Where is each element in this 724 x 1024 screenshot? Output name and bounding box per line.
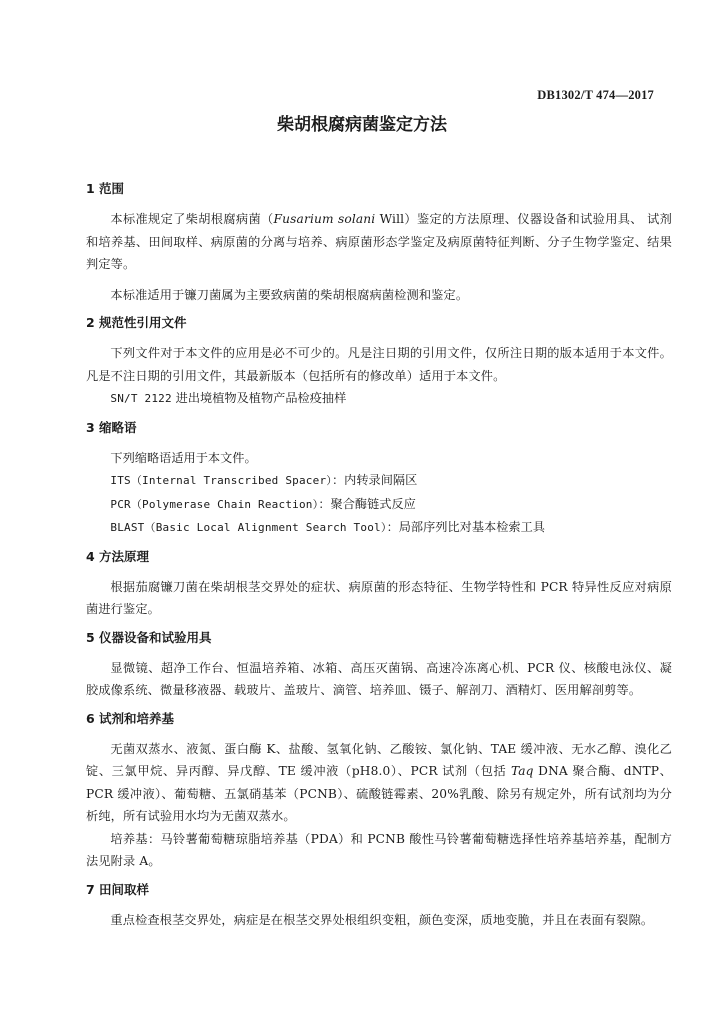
text-run: Will）鉴定的方法原理、仪器设备和试验用具、 试剂和培养基、田间取样、病原菌的分离与培养、病原菌形态学鉴定及病原菌特征判断、分子生物学鉴定、结果判定等。 <box>86 212 672 271</box>
section-reagents <box>86 710 672 873</box>
reference-code: SN/T 2122 <box>110 392 172 405</box>
document-body <box>86 180 672 939</box>
section-abbreviations <box>86 419 672 540</box>
section-heading: 6 试剂和培养基 <box>86 710 175 726</box>
latin-name: Fusarium solani <box>273 212 376 226</box>
paragraph: 本标准适用于镰刀菌属为主要致病菌的柴胡根腐病菌检测和鉴定。 <box>110 287 469 302</box>
paragraph <box>86 738 672 828</box>
section-heading: 2 规范性引用文件 <box>86 315 187 330</box>
abbreviation-term: BLAST（Basic Local Alignment Search Tool） <box>110 521 387 534</box>
section-scope <box>86 180 672 306</box>
paragraph: 重点检查根茎交界处，病症是在根茎交界处根组织变粗，颜色变深，质地变脆，并且在表面有裂隙。 <box>110 912 654 927</box>
abbreviation-meaning: ：局部序列比对基本检索工具 <box>386 520 545 534</box>
text-run: 无菌双蒸水、液氮、蛋白酶 K、盐酸、氢氧化钠、乙酸铵、氯化钠、TAE 缓冲液、无水乙醇、溴化乙锭、三氯甲烷、异丙醇、异戊醇、TE 缓冲液（pH8.0）、PCR 试剂（包括 <box>86 741 672 778</box>
abbreviation-item <box>86 516 672 540</box>
section-field-sampling <box>86 881 672 932</box>
text-run: DNA 聚合酶、dNTP、PCR 缓冲液）、葡萄糖、五氯硝基苯（PCNB）、硫酸链霉素、20%乳酸、除另有规定外，所有试剂均为分析纯，所有试验用水均为无菌双蒸水。 <box>86 764 672 823</box>
abbreviation-term: ITS（Internal Transcribed Spacer） <box>110 474 332 487</box>
document-code: DB1302/T 474—2017 <box>537 88 654 102</box>
reference-item <box>86 387 672 411</box>
section-normative-references <box>86 314 672 411</box>
taq-italic: Taq <box>510 764 534 778</box>
abbreviations-intro: 下列缩略语适用于本文件。 <box>110 450 257 465</box>
section-heading: 4 方法原理 <box>86 548 150 564</box>
abbreviation-item <box>86 493 672 517</box>
section-heading: 1 范围 <box>86 181 125 196</box>
abbreviation-item <box>86 469 672 493</box>
section-heading: 5 仪器设备和试验用具 <box>86 629 212 645</box>
section-heading: 3 缩略语 <box>86 419 137 435</box>
paragraph: 下列文件对于本文件的应用是必不可少的。凡是注日期的引用文件，仅所注日期的版本适用于本文件。凡是不注日期的引用文件，其最新版本（包括所有的修改单）适用于本文件。 <box>86 346 672 383</box>
section-equipment <box>86 629 672 702</box>
document-title: 柴胡根腐病菌鉴定方法 <box>277 115 447 135</box>
abbreviation-meaning: ：聚合酶链式反应 <box>318 496 416 511</box>
reference-title: 进出境植物及植物产品检疫抽样 <box>171 391 347 405</box>
paragraph <box>86 208 672 276</box>
section-method-principle <box>86 548 672 621</box>
abbreviation-meaning: ：内转录间隔区 <box>331 473 418 487</box>
text-run: 本标准规定了柴胡根腐病菌（ <box>110 212 274 226</box>
paragraph: 根据茄腐镰刀菌在柴胡根茎交界处的症状、病原菌的形态特征、生物学特性和 PCR 特异性反应对病原菌进行鉴定。 <box>86 579 672 616</box>
section-heading: 7 田间取样 <box>86 881 150 897</box>
abbreviation-term: PCR（Polymerase Chain Reaction） <box>110 497 319 511</box>
paragraph: 培养基：马铃薯葡萄糖琼脂培养基（PDA）和 PCNB 酸性马铃薯葡萄糖选择性培养基培养基，配制方法见附录 A。 <box>86 831 672 868</box>
paragraph: 显微镜、超净工作台、恒温培养箱、冰箱、高压灭菌锅、高速冷冻离心机、PCR 仪、核酸电泳仪、凝胶成像系统、微量移液器、载玻片、盖玻片、滴管、培养皿、镊子、解剖刀、酒精灯、医用解剖剪等。 <box>86 660 672 697</box>
